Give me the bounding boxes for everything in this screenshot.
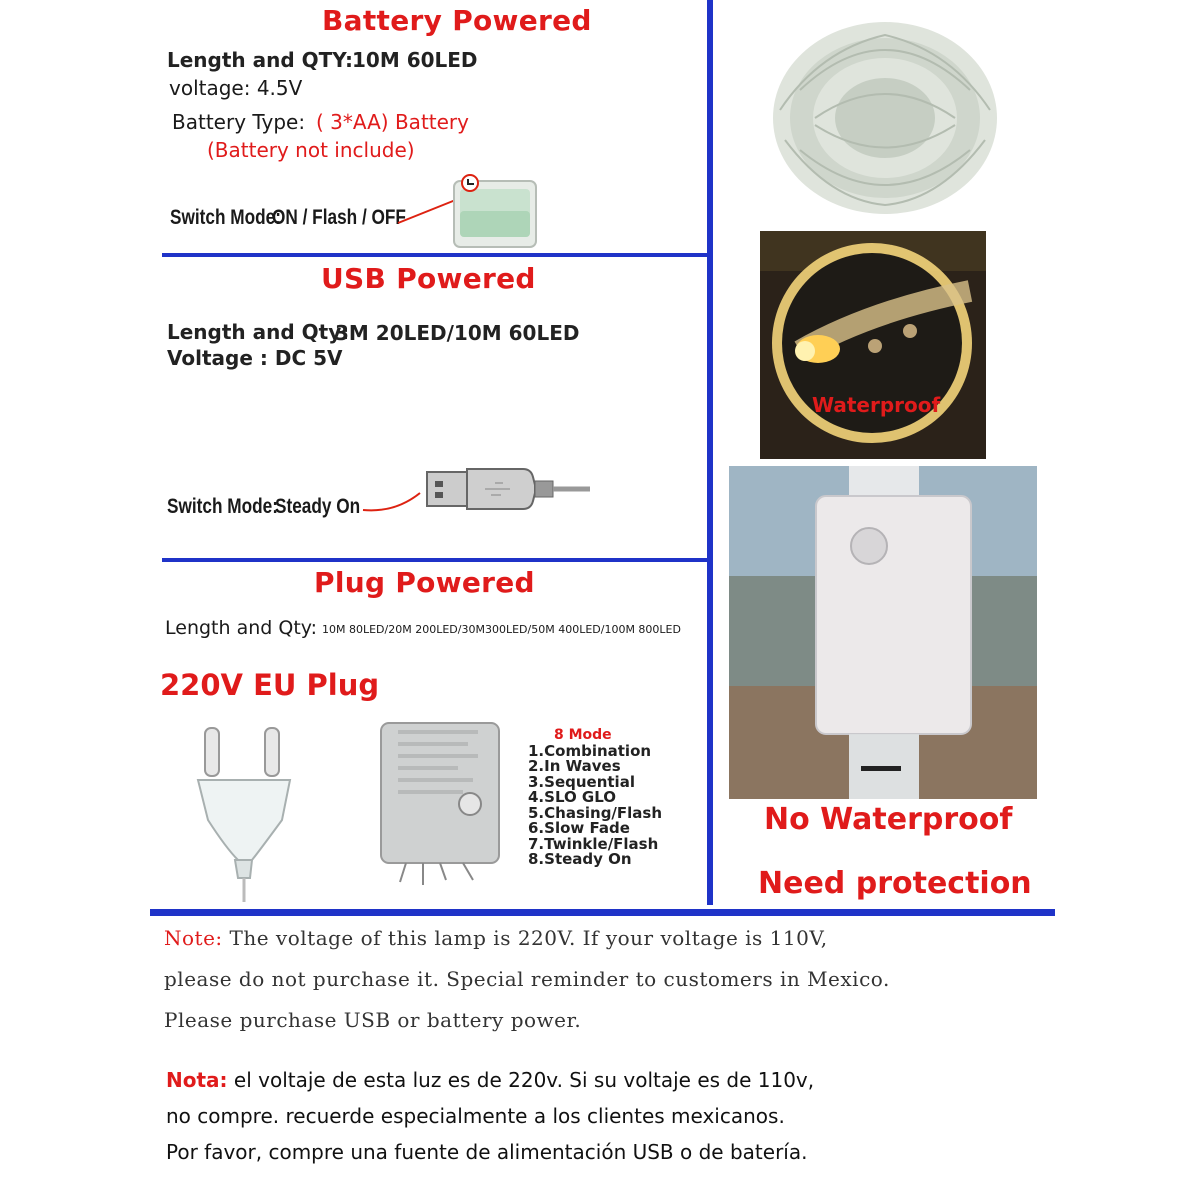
- divider-bottom: [150, 909, 1055, 916]
- coiled-light-string-image: [760, 10, 1010, 220]
- usb-switch-value: Steady On: [275, 495, 361, 518]
- note-es-label: Nota:: [166, 1068, 228, 1092]
- mode-item: 1.Combination: [528, 741, 652, 760]
- mode-item: 6.Slow Fade: [528, 819, 630, 837]
- battery-voltage: voltage: 4.5V: [169, 76, 303, 100]
- controller-box-image: [378, 720, 503, 890]
- battery-switch-label: Switch Mode:: [170, 206, 281, 229]
- usb-plug-image: [355, 455, 595, 525]
- battery-length-label: Length and QTY:: [167, 48, 354, 72]
- note-en-label: Note:: [164, 926, 223, 950]
- plug-length-label: Length and Qty:: [165, 617, 318, 639]
- mode-item: 4.SLO GLO: [528, 788, 617, 806]
- note-es-line-3: Por favor, compre una fuente de alimentación USB o de batería.: [166, 1140, 808, 1164]
- waterproof-label: Waterproof: [812, 393, 941, 417]
- divider-usb-plug: [162, 558, 708, 562]
- no-waterproof-label: No Waterproof: [764, 802, 1013, 837]
- note-es-text-1: el voltaje de esta luz es de 220v. Si su voltaje es de 110v,: [227, 1068, 815, 1092]
- battery-box-image: [390, 165, 550, 255]
- plug-title: Plug Powered: [314, 566, 535, 599]
- battery-switch-value: ON / Flash / OFF: [272, 206, 406, 229]
- mode-item: 7.Twinkle/Flash: [528, 834, 659, 853]
- usb-length-label: Length and Qty:: [167, 320, 350, 344]
- battery-type-value: ( 3*AA) Battery: [316, 110, 469, 134]
- usb-title: USB Powered: [321, 262, 536, 295]
- note-en-line-2: please do not purchase it. Special reminder to customers in Mexico.: [164, 967, 890, 991]
- battery-title: Battery Powered: [322, 4, 592, 37]
- note-es-line-1: [166, 1068, 814, 1092]
- battery-type-label: Battery Type:: [172, 110, 306, 134]
- outdoor-controller-image: [729, 466, 1037, 799]
- note-en-line-1: [164, 926, 828, 950]
- battery-type-note: (Battery not include): [207, 138, 415, 162]
- mode-list-title: 8 Mode: [554, 727, 612, 743]
- need-protection-label: Need protection: [758, 866, 1032, 901]
- mode-list: [528, 728, 662, 868]
- mode-item: 8.Steady On: [528, 850, 632, 868]
- mode-item: 2.In Waves: [528, 757, 621, 775]
- vertical-divider: [707, 0, 713, 905]
- battery-length-value: 10M 60LED: [352, 48, 478, 72]
- usb-switch-label: Switch Mode:: [167, 495, 278, 518]
- note-en-line-3: Please purchase USB or battery power.: [164, 1008, 582, 1032]
- usb-voltage: Voltage : DC 5V: [167, 346, 343, 370]
- mode-item: 3.Sequential: [528, 772, 635, 791]
- eu-plug-image: [190, 720, 310, 910]
- note-es-line-2: no compre. recuerde especialmente a los clientes mexicanos.: [166, 1104, 785, 1128]
- mode-item: 5.Chasing/Flash: [528, 803, 663, 822]
- usb-length-value: 3M 20LED/10M 60LED: [335, 321, 580, 345]
- plug-length-value: 10M 80LED/20M 200LED/30M300LED/50M 400LED/100M 800LED: [322, 623, 681, 636]
- plug-type-label: 220V EU Plug: [160, 668, 380, 702]
- waterproof-bulb-image: [760, 231, 986, 459]
- note-en-text-1: The voltage of this lamp is 220V. If your voltage is 110V,: [222, 926, 828, 950]
